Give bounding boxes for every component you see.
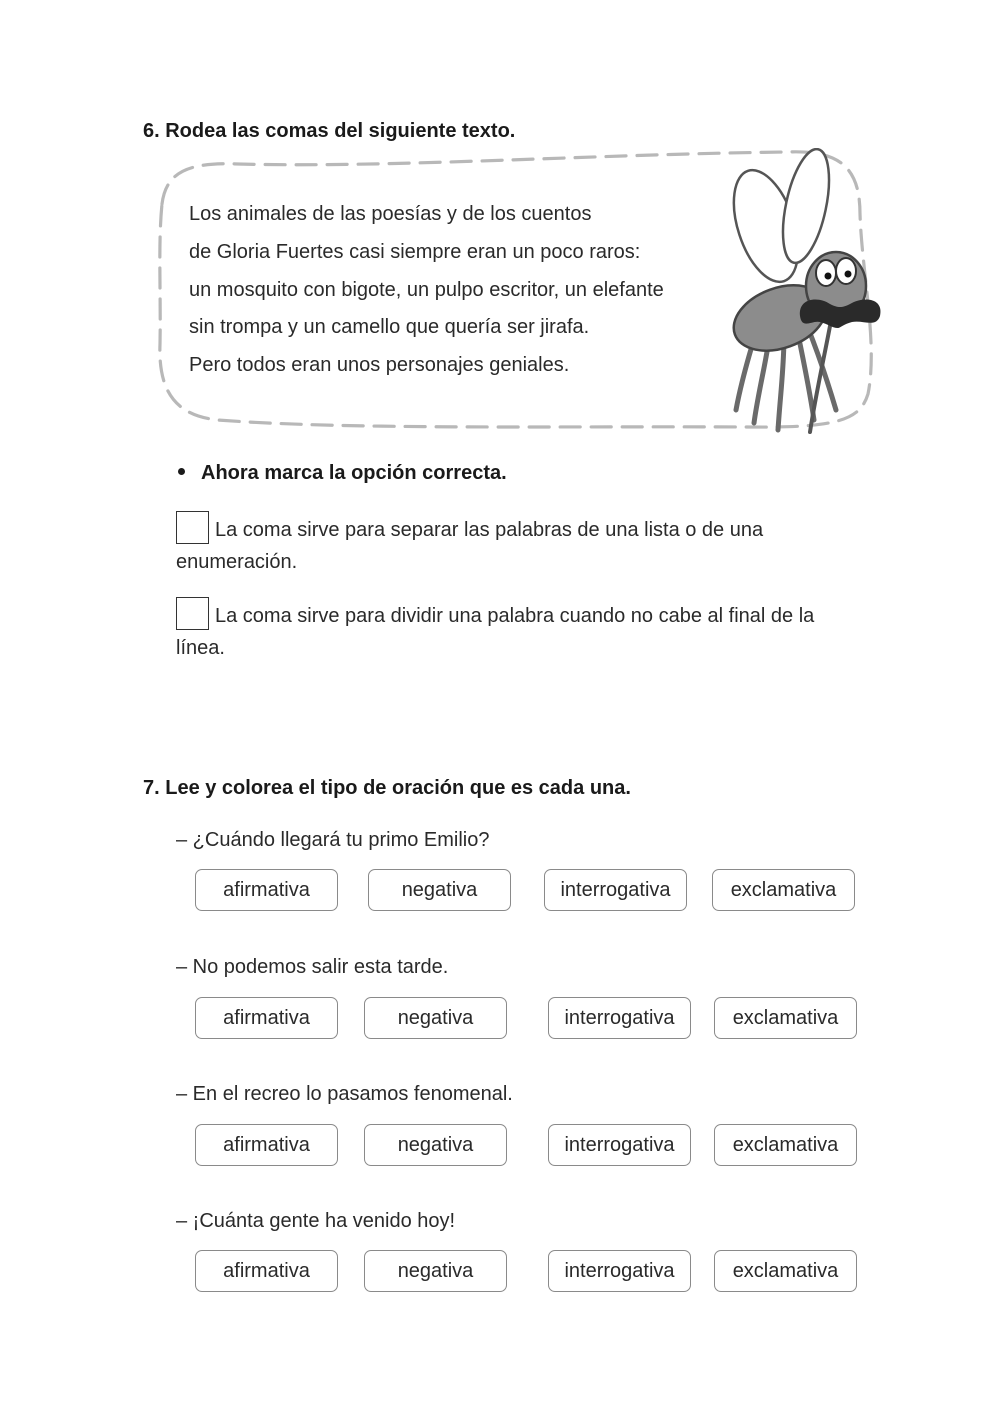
text-line: Los animales de las poesías y de los cuentos bbox=[189, 203, 592, 225]
choice-interrogativa[interactable]: interrogativa bbox=[548, 997, 691, 1039]
choice-exclamativa[interactable]: exclamativa bbox=[714, 997, 857, 1039]
choice-negativa[interactable]: negativa bbox=[364, 997, 507, 1039]
choice-exclamativa[interactable]: exclamativa bbox=[714, 1250, 857, 1292]
text-line: Pero todos eran unos personajes geniales. bbox=[189, 354, 570, 376]
sentence-2: – No podemos salir esta tarde. bbox=[176, 956, 449, 978]
choice-afirmativa[interactable]: afirmativa bbox=[195, 1124, 338, 1166]
option-1 bbox=[176, 514, 866, 578]
text-line: un mosquito con bigote, un pulpo escritor, un elefante bbox=[189, 279, 664, 301]
option-1-checkbox[interactable] bbox=[176, 511, 209, 544]
bullet-icon bbox=[178, 468, 185, 475]
choice-negativa[interactable]: negativa bbox=[368, 869, 511, 911]
sentence-3: – En el recreo lo pasamos fenomenal. bbox=[176, 1083, 513, 1105]
choice-interrogativa[interactable]: interrogativa bbox=[544, 869, 687, 911]
choice-interrogativa[interactable]: interrogativa bbox=[548, 1124, 691, 1166]
option-1-text: La coma sirve para separar las palabras de una lista o de una enumeración. bbox=[176, 518, 764, 573]
choice-negativa[interactable]: negativa bbox=[364, 1250, 507, 1292]
instruction-text: Ahora marca la opción correcta. bbox=[201, 462, 507, 484]
instruction bbox=[178, 462, 507, 485]
choice-negativa[interactable]: negativa bbox=[364, 1124, 507, 1166]
mosquito-illustration bbox=[718, 148, 888, 436]
choice-interrogativa[interactable]: interrogativa bbox=[548, 1250, 691, 1292]
choice-exclamativa[interactable]: exclamativa bbox=[714, 1124, 857, 1166]
choice-afirmativa[interactable]: afirmativa bbox=[195, 1250, 338, 1292]
text-line: sin trompa y un camello que quería ser jirafa. bbox=[189, 316, 590, 338]
choice-exclamativa[interactable]: exclamativa bbox=[712, 869, 855, 911]
option-2-checkbox[interactable] bbox=[176, 597, 209, 630]
text-line: de Gloria Fuertes casi siempre eran un poco raros: bbox=[189, 241, 641, 263]
exercise-6-heading: 6. Rodea las comas del siguiente texto. bbox=[143, 120, 516, 142]
sentence-4: – ¡Cuánta gente ha venido hoy! bbox=[176, 1210, 456, 1232]
sentence-1: – ¿Cuándo llegará tu primo Emilio? bbox=[176, 829, 490, 851]
option-2-text: La coma sirve para dividir una palabra cuando no cabe al final de la línea. bbox=[176, 604, 815, 659]
choice-afirmativa[interactable]: afirmativa bbox=[195, 997, 338, 1039]
exercise-7-heading: 7. Lee y colorea el tipo de oración que es cada una. bbox=[143, 777, 631, 799]
choice-afirmativa[interactable]: afirmativa bbox=[195, 869, 338, 911]
option-2 bbox=[176, 600, 866, 664]
